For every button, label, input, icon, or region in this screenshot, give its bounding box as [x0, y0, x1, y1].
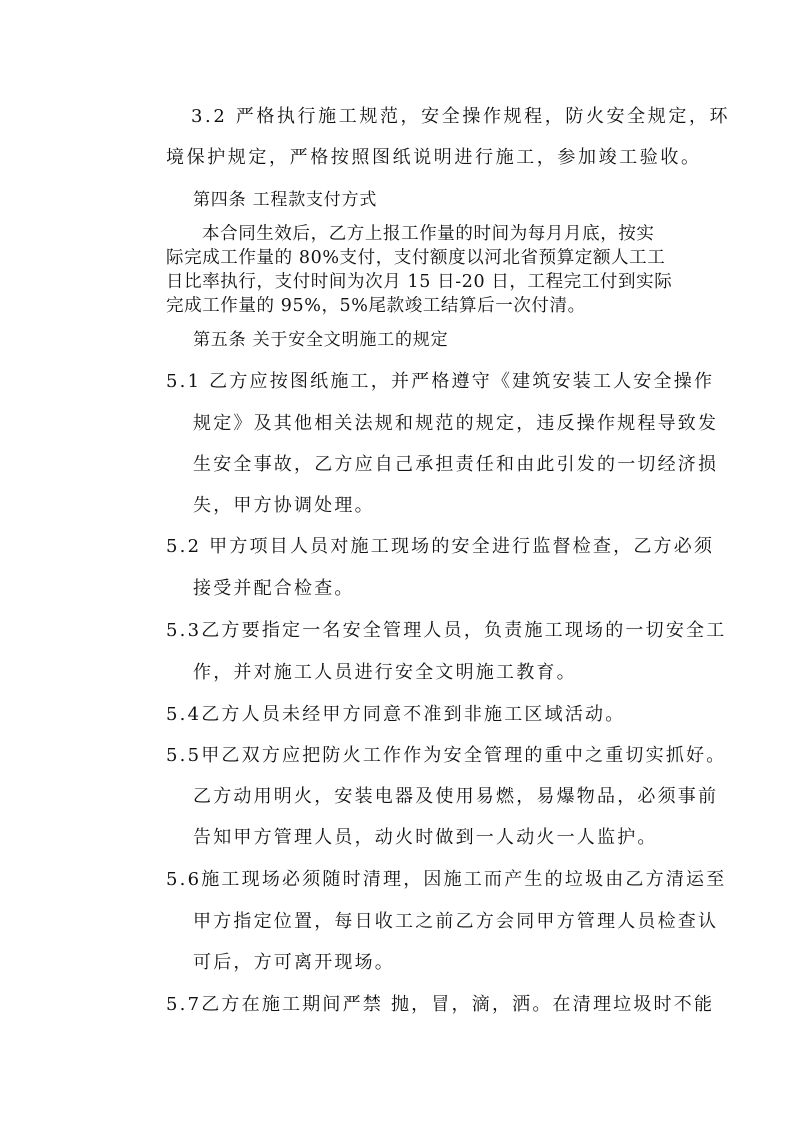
article-4-paragraph-line-3: 日比率执行，支付时间为次月 15 日-20 日，工程完工付到实际 — [166, 272, 673, 292]
clause-5-1-line-4: 失，甲方协调处理。 — [193, 495, 375, 516]
article-4-heading: 第四条 工程款支付方式 — [193, 190, 378, 210]
article-4-paragraph-line-4: 完成工作量的 95%，5%尾款竣工结算后一次付清。 — [166, 296, 586, 316]
clause-5-3-line-2: 作，并对施工人员进行安全文明施工教育。 — [193, 662, 577, 683]
clause-3-2-line-1: 3.2 严格执行施工规范，安全操作规程，防火安全规定，环 — [191, 106, 731, 127]
clause-5-2-line-1: 5.2 甲方项目人员对施工现场的安全进行监督检查，乙方必须 — [166, 536, 715, 557]
clause-5-1-line-2: 规定》及其他相关法规和规范的规定，违反操作规程导致发 — [193, 413, 719, 434]
article-4-paragraph-line-1: 本合同生效后，乙方上报工作量的时间为每月月底，按实 — [202, 224, 655, 244]
clause-5-3-line-1: 5.3乙方要指定一名安全管理人员，负责施工现场的一切安全工 — [166, 620, 727, 641]
clause-5-5-line-3: 告知甲方管理人员，动火时做到一人动火一人监护。 — [193, 827, 658, 848]
clause-5-6-line-1: 5.6施工现场必须随时清理，因施工而产生的垃圾由乙方清运至 — [166, 869, 727, 890]
clause-5-6-line-2: 甲方指定位置，每日收工之前乙方会同甲方管理人员检查认 — [193, 911, 719, 932]
clause-5-5-line-1: 5.5甲乙双方应把防火工作作为安全管理的重中之重切实抓好。 — [166, 745, 727, 766]
clause-5-1-line-1: 5.1 乙方应按图纸施工，并严格遵守《建筑安装工人安全操作 — [166, 371, 715, 392]
article-5-heading: 第五条 关于安全文明施工的规定 — [193, 330, 449, 350]
clause-5-4-line-1: 5.4乙方人员未经甲方同意不准到非施工区域活动。 — [166, 704, 626, 725]
clause-5-2-line-2: 接受并配合检查。 — [193, 578, 355, 599]
article-4-paragraph-line-2: 际完成工作量的 80%支付，支付额度以河北省预算定额人工工 — [166, 248, 666, 268]
clause-5-5-line-2: 乙方动用明火，安装电器及使用易燃，易爆物品，必须事前 — [193, 786, 719, 807]
clause-5-1-line-3: 生安全事故，乙方应自己承担责任和由此引发的一切经济损 — [193, 454, 719, 475]
clause-5-7-line-1: 5.7乙方在施工期间严禁 抛，冒，滴，洒。在清理垃圾时不能 — [166, 994, 715, 1015]
clause-3-2-line-2: 境保护规定，严格按照图纸说明进行施工，参加竣工验收。 — [166, 147, 702, 168]
clause-5-6-line-3: 可后，方可离开现场。 — [193, 952, 395, 973]
